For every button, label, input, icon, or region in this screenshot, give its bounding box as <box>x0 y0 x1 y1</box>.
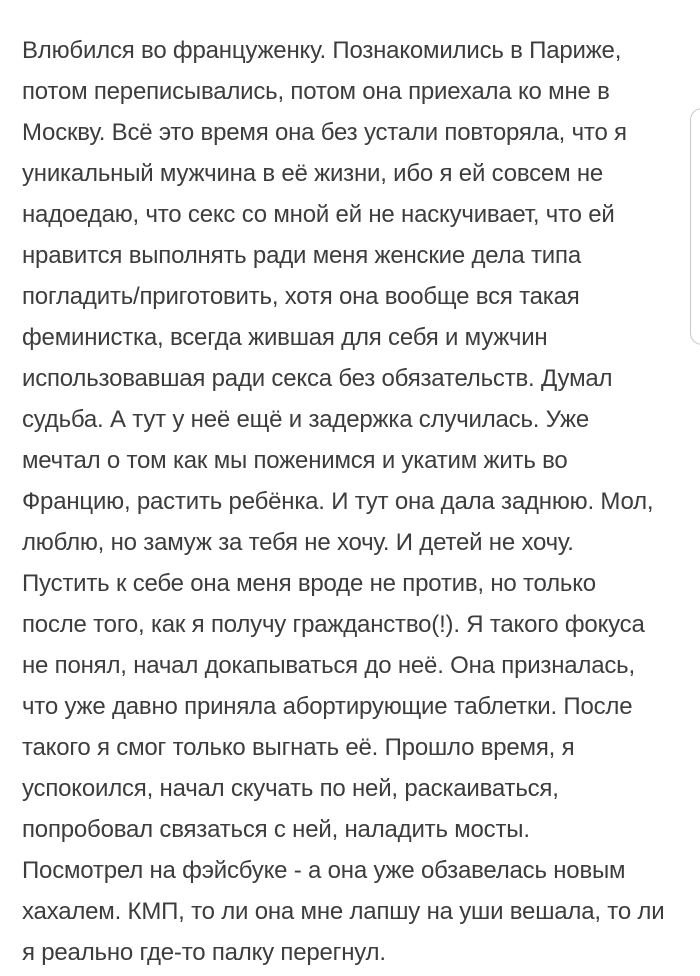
text-line: Влюбился во француженку. Познакомились в Париже, <box>22 37 622 64</box>
text-line: погладить/приготовить, хотя она вообще вся такая <box>22 283 580 310</box>
text-line: люблю, но замуж за тебя не хочу. И детей не хочу. <box>22 529 574 556</box>
text-line: не понял, начал докапываться до неё. Она призналась, <box>22 652 635 679</box>
text-line: попробовал связаться с ней, наладить мосты. <box>22 816 530 843</box>
text-line: хахалем. КМП, то ли она мне лапшу на уши вешала, то ли <box>22 898 665 925</box>
text-line: Францию, растить ребёнка. И тут она дала заднюю. Мол, <box>22 488 654 515</box>
story-text <box>22 30 690 973</box>
text-line: Посмотрел на фэйсбуке - а она уже обзавелась новым <box>22 857 626 884</box>
text-line: надоедаю, что секс со мной ей не наскучивает, что ей <box>22 201 615 228</box>
text-line: потом переписывались, потом она приехала ко мне в <box>22 78 610 105</box>
text-line: что уже давно приняла абортирующие таблетки. После <box>22 693 633 720</box>
edge-panel-handle[interactable] <box>690 108 700 345</box>
text-line: судьба. А тут у неё ещё и задержка случилась. Уже <box>22 406 589 433</box>
text-line: использовавшая ради секса без обязательств. Думал <box>22 365 613 392</box>
text-line: мечтал о том как мы поженимся и укатим жить во <box>22 447 568 474</box>
text-line: Москву. Всё это время она без устали повторяла, что я <box>22 119 627 146</box>
text-line: я реально где-то палку перегнул. <box>22 939 386 966</box>
text-line: феминистка, всегда жившая для себя и мужчин <box>22 324 548 351</box>
text-line: после того, как я получу гражданство(!). Я такого фокуса <box>22 611 645 638</box>
text-line: уникальный мужчина в её жизни, ибо я ей совсем не <box>22 160 604 187</box>
text-line: нравится выполнять ради меня женские дела типа <box>22 242 581 269</box>
text-line: успокоился, начал скучать по ней, раскаиваться, <box>22 775 559 802</box>
text-line: такого я смог только выгнать её. Прошло время, я <box>22 734 575 761</box>
text-line: Пустить к себе она меня вроде не против, но только <box>22 570 596 597</box>
